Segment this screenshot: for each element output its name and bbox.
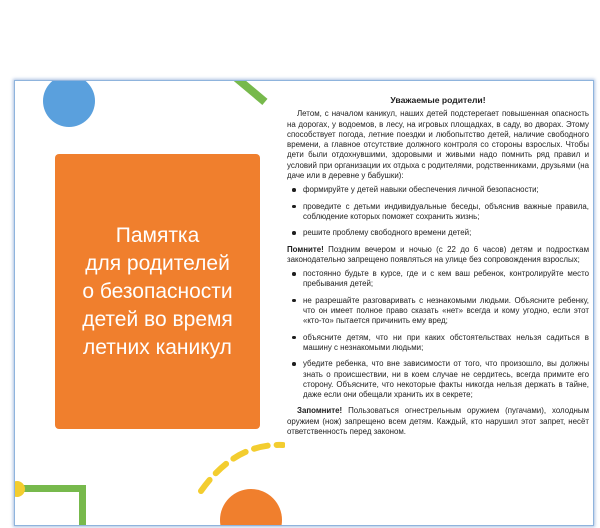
list-item: проведите с детьми индивидуальные беседы, объяснив важные правила, соблюдение которых поможет сохранить жизнь;: [287, 202, 589, 223]
slide: [14, 80, 594, 526]
warning-label: Запомните!: [297, 406, 343, 416]
remember-paragraph: [287, 245, 589, 266]
remember-text: Поздним вечером и ночью (с 22 до 6 часов) детям и подросткам законодательно запрещено появляться на улице без сопровождения взрослых;: [287, 244, 589, 264]
list-item: формируйте у детей навыки обеспечения личной безопасности;: [287, 185, 589, 195]
blue-circle-decoration: [43, 80, 95, 127]
title-box: [55, 154, 260, 429]
intro-paragraph: Летом, с началом каникул, наших детей подстерегает повышенная опасность на дорогах, у водоемов, в лесу, на игровых площадках, в саду, во дворах. Этому способствует погода, летние поездки и любопытство детей, наличие свободного времени, а главное отсутствие должного контроля со стороны взрослых. Чтобы дети были отдохнувшими, здоровыми и живыми надо помнить ряд правил и условий при организации их отдыха с родителями, родственниками, друзьями (на даче или в деревне у бабушки):: [287, 109, 589, 181]
list-item: постоянно будьте в курсе, где и с кем ваш ребенок, контролируйте место пребывания детей;: [287, 269, 589, 290]
memo-title: Памятка для родителей о безопасности детей во время летних каникул: [82, 223, 233, 359]
yellow-dashed-arc-decoration: [195, 435, 285, 495]
warning-text: Пользоваться огнестрельным оружием (пугачами), холодным оружием (нож) запрещено всем детям. Каждый, кто нарушил этот запрет, несёт ответственность перед законом.: [287, 406, 589, 437]
green-line-decoration: [215, 80, 268, 105]
rules-list-1: [287, 185, 589, 238]
green-corner-decoration: [19, 485, 86, 526]
rules-list-2: [287, 269, 589, 400]
memo-text-column: [287, 95, 589, 441]
list-item: убедите ребенка, что вне зависимости от того, что произошло, вы должны знать о происшествии, ни в коем случае не сердитесь, всегда примите его сторону. Объясните, что некоторые факты никогда нельзя держать в тайне, даже если они обещали хранить их в секрете;: [287, 359, 589, 400]
remember-label: Помните!: [287, 244, 324, 254]
warning-paragraph: [287, 406, 589, 437]
list-item: не разрешайте разговаривать с незнакомыми людьми. Объясните ребенку, что он имеет полное право сказать «нет» всегда и кому угодно, если этот «кто-то» пытается причинить ему вред;: [287, 296, 589, 327]
list-item: решите проблему свободного времени детей;: [287, 228, 589, 238]
list-item: объясните детям, что ни при каких обстоятельствах нельзя садиться в машину с незнакомыми людьми;: [287, 333, 589, 354]
memo-heading: Уважаемые родители!: [390, 95, 486, 105]
